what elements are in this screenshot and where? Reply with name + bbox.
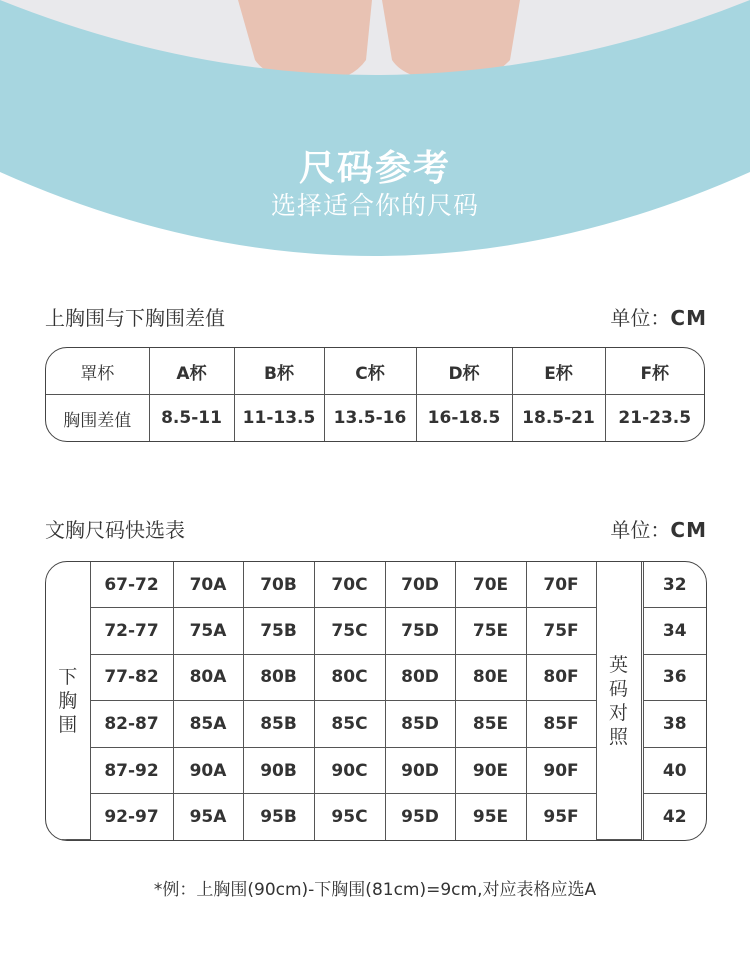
- uk-size-cell: 40: [643, 747, 706, 794]
- cup-section-header: [45, 302, 707, 331]
- size-cell: 80A: [173, 654, 243, 701]
- size-cell: 85E: [455, 701, 526, 748]
- size-unit: [610, 514, 707, 543]
- size-cell: 80B: [243, 654, 314, 701]
- size-cell: 85C: [314, 701, 385, 748]
- cup-cell: C杯: [324, 348, 416, 395]
- size-cell: 70E: [455, 562, 526, 608]
- size-cell: 80E: [455, 654, 526, 701]
- difference-cell: 16-18.5: [416, 395, 512, 442]
- size-cell: 85F: [526, 701, 596, 748]
- size-section-title: 文胸尺码快选表: [45, 518, 185, 542]
- unit-value: CM: [670, 306, 707, 330]
- cup-section-title: 上胸围与下胸围差值: [45, 306, 225, 330]
- cup-difference-table: [45, 347, 705, 442]
- underbust-range: 72-77: [90, 608, 173, 655]
- unit-label: 单位：: [610, 306, 671, 330]
- cup-unit: [610, 302, 707, 331]
- size-cell: 90B: [243, 747, 314, 794]
- cup-cell: F杯: [605, 348, 704, 395]
- size-cell: 70A: [173, 562, 243, 608]
- size-cell: 75B: [243, 608, 314, 655]
- underbust-label: 下 胸 围: [46, 562, 90, 840]
- size-cell: 90D: [385, 747, 455, 794]
- page-subtitle: 选择适合你的尺码: [270, 191, 479, 220]
- size-cell: 75E: [455, 608, 526, 655]
- size-cell: 90C: [314, 747, 385, 794]
- uk-size-cell: 32: [643, 562, 706, 608]
- table-row: [46, 395, 704, 442]
- underbust-range: 82-87: [90, 701, 173, 748]
- unit-value: CM: [670, 518, 707, 542]
- uk-size-cell: 36: [643, 654, 706, 701]
- underbust-range: 77-82: [90, 654, 173, 701]
- size-cell: 95D: [385, 794, 455, 840]
- size-cell: 85A: [173, 701, 243, 748]
- uk-size-label: 英 码 对 照: [596, 562, 641, 840]
- uk-size-cell: 34: [643, 608, 706, 655]
- size-cell: 80D: [385, 654, 455, 701]
- table-row: [46, 562, 706, 608]
- size-cell: 70D: [385, 562, 455, 608]
- page-title: 尺码参考: [298, 148, 451, 189]
- uk-size-cell: 42: [643, 794, 706, 840]
- size-cell: 85B: [243, 701, 314, 748]
- size-cell: 75D: [385, 608, 455, 655]
- size-cell: 95C: [314, 794, 385, 840]
- size-cell: 70F: [526, 562, 596, 608]
- cup-cell: E杯: [512, 348, 605, 395]
- size-cell: 85D: [385, 701, 455, 748]
- difference-cell: 8.5-11: [149, 395, 234, 442]
- size-cell: 95E: [455, 794, 526, 840]
- size-cell: 95A: [173, 794, 243, 840]
- cup-cell: D杯: [416, 348, 512, 395]
- size-cell: 75C: [314, 608, 385, 655]
- size-cell: 90E: [455, 747, 526, 794]
- size-cell: 70C: [314, 562, 385, 608]
- size-cell: 95B: [243, 794, 314, 840]
- size-cell: 80C: [314, 654, 385, 701]
- example-note: *例：上胸围(90cm)-下胸围(81cm)=9cm,对应表格应选A: [153, 880, 597, 900]
- difference-cell: 18.5-21: [512, 395, 605, 442]
- size-cell: 90F: [526, 747, 596, 794]
- uk-size-cell: 38: [643, 701, 706, 748]
- difference-cell: 21-23.5: [605, 395, 704, 442]
- row-label-difference: 胸围差值: [46, 395, 149, 442]
- underbust-range: 67-72: [90, 562, 173, 608]
- size-cell: 90A: [173, 747, 243, 794]
- underbust-range: 87-92: [90, 747, 173, 794]
- cup-cell: A杯: [149, 348, 234, 395]
- table-row: [46, 348, 704, 395]
- size-cell: 75F: [526, 608, 596, 655]
- cup-cell: B杯: [234, 348, 324, 395]
- size-cell: 80F: [526, 654, 596, 701]
- size-cell: 75A: [173, 608, 243, 655]
- size-quick-table: [45, 561, 707, 841]
- row-label-cup: 罩杯: [46, 348, 149, 395]
- size-cell: 95F: [526, 794, 596, 840]
- difference-cell: 13.5-16: [324, 395, 416, 442]
- size-cell: 70B: [243, 562, 314, 608]
- underbust-range: 92-97: [90, 794, 173, 840]
- unit-label: 单位：: [610, 518, 671, 542]
- size-section-header: [45, 514, 707, 543]
- difference-cell: 11-13.5: [234, 395, 324, 442]
